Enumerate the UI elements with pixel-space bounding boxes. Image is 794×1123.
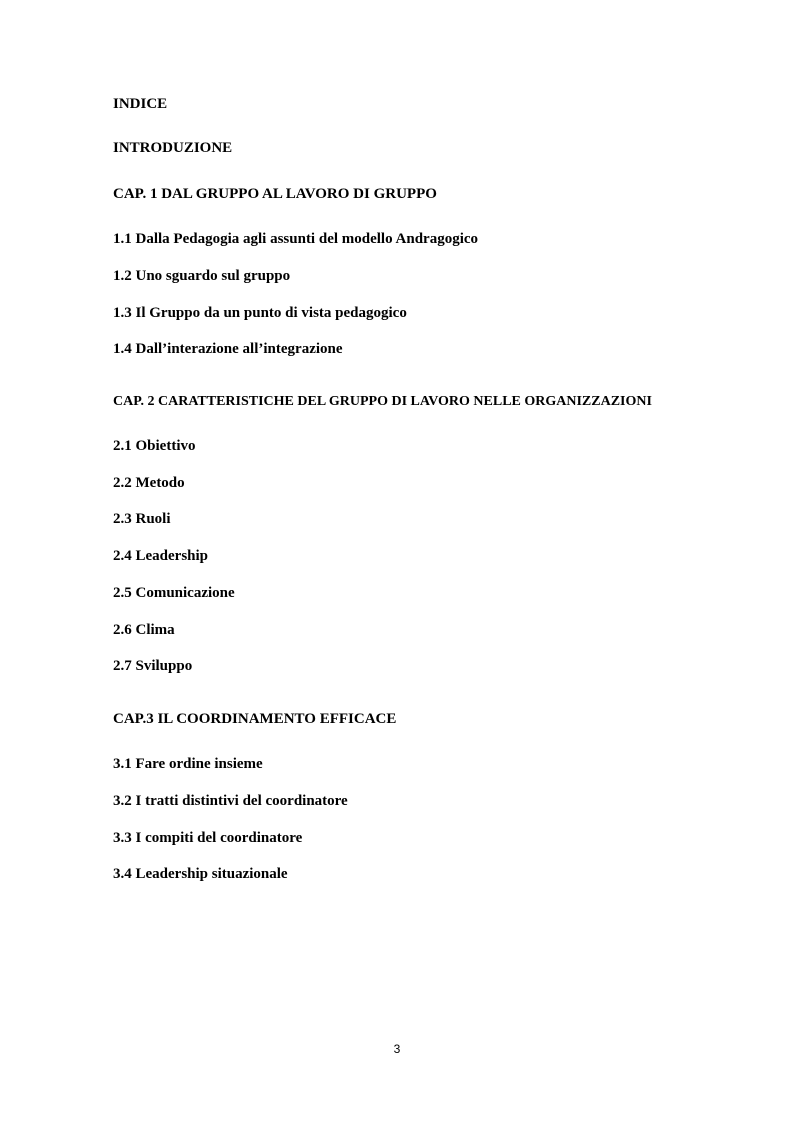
section-3-3: 3.3 I compiti del coordinatore <box>113 830 303 846</box>
chapter-1-title: CAP. 1 DAL GRUPPO AL LAVORO DI GRUPPO <box>113 186 437 202</box>
section-1-1: 1.1 Dalla Pedagogia agli assunti del modello Andragogico <box>113 231 479 247</box>
section-2-4: 2.4 Leadership <box>113 548 209 564</box>
chapter-2-title: CAP. 2 CARATTERISTICHE DEL GRUPPO DI LAVORO NELLE ORGANIZZAZIONI <box>113 394 652 409</box>
toc-introduction: INTRODUZIONE <box>113 140 233 156</box>
section-1-2: 1.2 Uno sguardo sul gruppo <box>113 268 291 284</box>
toc-heading: INDICE <box>113 96 168 112</box>
section-3-1: 3.1 Fare ordine insieme <box>113 756 263 772</box>
section-2-7: 2.7 Sviluppo <box>113 658 193 674</box>
section-2-5: 2.5 Comunicazione <box>113 585 235 601</box>
section-1-3: 1.3 Il Gruppo da un punto di vista pedagogico <box>113 305 407 321</box>
section-1-4: 1.4 Dall’interazione all’integrazione <box>113 341 343 357</box>
section-2-1: 2.1 Obiettivo <box>113 438 196 454</box>
page-number: 3 <box>393 1042 401 1056</box>
section-2-6: 2.6 Clima <box>113 622 175 638</box>
section-3-2: 3.2 I tratti distintivi del coordinatore <box>113 793 348 809</box>
section-3-4: 3.4 Leadership situazionale <box>113 866 288 882</box>
chapter-3-title: CAP.3 IL COORDINAMENTO EFFICACE <box>113 711 397 727</box>
section-2-3: 2.3 Ruoli <box>113 511 171 527</box>
section-2-2: 2.2 Metodo <box>113 475 185 491</box>
